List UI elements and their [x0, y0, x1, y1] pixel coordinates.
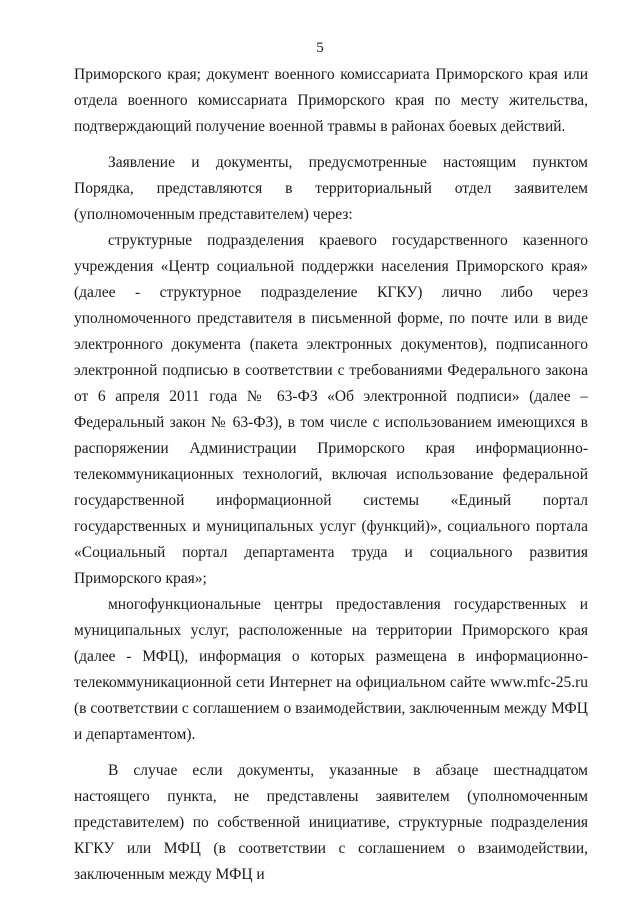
paragraph-mfc-centers: многофункциональные центры предоставления государственных и муниципальных услуг, расположенные на территории Приморского края (далее - МФЦ), информация о которых размещена в информационно-телекоммуникационной сети Интернет на официальном сайте www.mfc-25.ru (в соответствии с соглашением о взаимодействии, заключенным между МФЦ и департаментом). [74, 596, 588, 743]
page-number: 5 [316, 40, 324, 56]
paragraph-kgku-units: структурные подразделения краевого государственного казенного учреждения «Центр социальной поддержки населения Приморского края» (далее - структурное подразделение КГКУ) лично либо через уполномоченного представителя в письменной форме, по почте или в виде электронного документа (пакета электронных документов), подписанного электронной подписью в соответствии с требованиями Федерального закона от 6 апреля 2011 года № 63-ФЗ «Об электронной подписи» (далее – Федеральный закон № 63-ФЗ), в том числе с использованием имеющихся в распоряжении Администрации Приморского края информационно-телекоммуникационных технологий, включая использование федеральной государственной информационной системы «Единый портал государственных и муниципальных услуг (функций)», социального портала «Социальный портал департамента труда и социального развития Приморского края»; [74, 232, 588, 587]
paragraph-submission-intro: Заявление и документы, предусмотренные настоящим пунктом Порядка, представляются в территориальный отдел заявителем (уполномоченным представителем) через: [74, 154, 588, 223]
document-body [74, 62, 588, 888]
paragraph-documents-not-submitted: В случае если документы, указанные в абзаце шестнадцатом настоящего пункта, не представлены заявителем (уполномоченным представителем) по собственной инициативе, структурные подразделения КГКУ или МФЦ (в соответствии с соглашением о взаимодействии, заключенным между МФЦ и [74, 762, 588, 883]
paragraph-continuation: Приморского края; документ военного комиссариата Приморского края или отдела военного комиссариата Приморского края по месту жительства, подтверждающий получение военной травмы в районах боевых действий. [74, 66, 588, 135]
